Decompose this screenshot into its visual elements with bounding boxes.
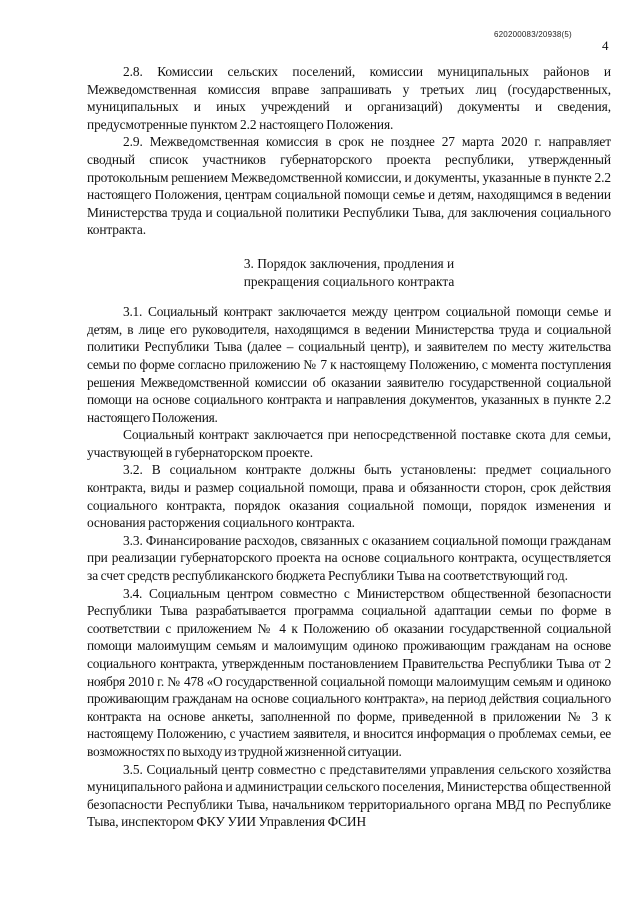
document-id: 620200083/20938(5) <box>494 30 572 39</box>
section-heading-line-2: прекращения социального контракта <box>243 273 455 289</box>
paragraph-2-9: 2.9. Межведомственная комиссия в срок не позднее 27 марта 2020 г. направляет сводный список участников губернаторского проекта республики, утвержденный протокольным решением Межведомственной комиссии, и документы, указанные в пункте 2.2 настоящего Положения, центрам социальной помощи семье и детям, находящимся в ведении Министерства труда и социальной политики Республики Тыва, для заключения социального контракта. <box>87 134 611 238</box>
paragraph-3-1-note: Социальный контракт заключается при непосредственной поставке скота для семьи, участвующей в губернаторском проекте. <box>87 427 611 460</box>
section-heading-line-1: 3. Порядок заключения, продления и <box>243 255 455 271</box>
page-number: 4 <box>602 38 609 53</box>
paragraph-2-8: 2.8. Комиссии сельских поселений, комиссии муниципальных районов и Межведомственная комиссия вправе запрашивать у третьих лиц (государственных, муниципальных и иных учреждений и организаций) документы и сведения, предусмотренные пунктом 2.2 настоящего Положения. <box>87 64 611 132</box>
paragraph-3-1: 3.1. Социальный контракт заключается между центром социальной помощи семье и детям, в лице его руководителя, находящимся в ведении Министерства труда и социальной политики Республики Тыва (далее – социальный центр), и заявителем по месту жительства семьи по форме согласно приложению № 7 к настоящему Положению, с момента поступления решения Межведомственной комиссии об оказании заявителю государственной социальной помощи на основе социального контракта и направления документов, указанных в пункте 2.2 настоящего Положения. <box>87 304 611 425</box>
document-body <box>87 63 611 831</box>
paragraph-3-3: 3.3. Финансирование расходов, связанных с оказанием социальной помощи гражданам при реализации губернаторского проекта на основе социального контракта, осуществляется за счет средств республиканского бюджета Республики Тыва на соответствующий год. <box>87 532 611 584</box>
paragraph-3-2: 3.2. В социальном контракте должны быть установлены: предмет социального контракта, виды и размер социальной помощи, права и обязанности сторон, срок действия социального контракта, порядок оказания социальной помощи, порядок изменения и основания расторжения социального контракта. <box>87 462 611 531</box>
paragraph-3-5: 3.5. Социальный центр совместно с представителями управления сельского хозяйства муниципального района и администрации сельского поселения, Министерства общественной безопасности Республики Тыва, начальником территориального органа МВД по Республике Тыва, инспектором ФКУ УИИ Управления ФСИН <box>87 761 611 830</box>
paragraph-3-4: 3.4. Социальным центром совместно с Министерством общественной безопасности Республики Тыва разрабатывается программа социальной адаптации семьи по форме в соответствии с приложением № 4 к Положению об оказании государственной социальной помощи малоимущим семьям и малоимущим одиноко проживающим гражданам на основе социального контракта, утвержденным постановлением Правительства Республики Тыва от 2 ноября 2010 г. № 478 «О государственной социальной помощи малоимущим семьям и одиноко проживающим гражданам на основе социального контракта», на период действия социального контракта на основе анкеты, заполненной по форме, приведенной в приложении № 3 к настоящему Положению, с участием заявителя, и вносится информация о проблемах семьи, ее возможностях по выходу из трудной жизненной ситуации. <box>87 585 611 759</box>
section-heading <box>87 255 611 290</box>
